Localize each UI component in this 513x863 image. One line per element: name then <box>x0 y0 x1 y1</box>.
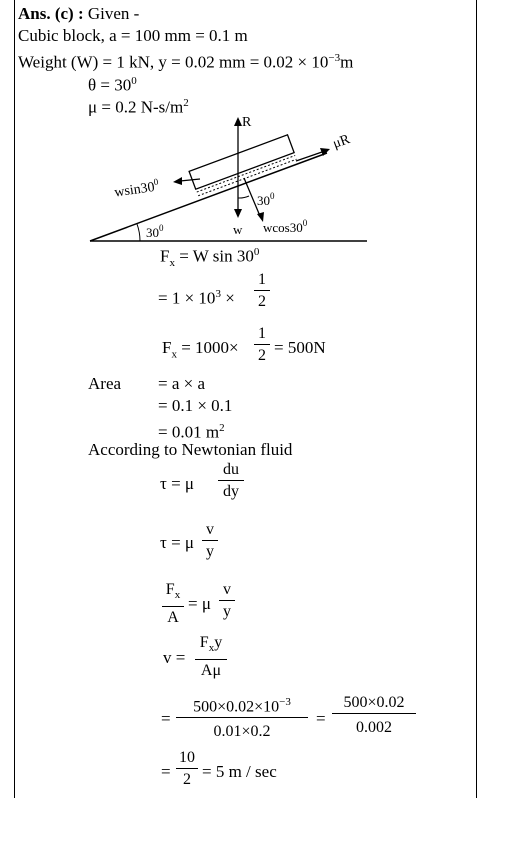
weight-unit: m <box>340 52 354 72</box>
weight-force-arrowhead <box>234 209 242 218</box>
du-dy-fraction <box>218 460 244 501</box>
theta-line <box>88 71 137 96</box>
step1-text <box>158 284 235 309</box>
step2-fraction <box>254 324 270 365</box>
normal-force-arrowhead <box>234 117 242 126</box>
big-fraction-1 <box>176 693 308 741</box>
inclined-plane-diagram <box>0 112 513 262</box>
big-num-2: 500×0.02 <box>343 694 405 711</box>
eq-mu: = μ <box>188 594 211 613</box>
newtonian-heading: According to Newtonian fluid <box>88 440 293 459</box>
area-line-3 <box>158 418 225 443</box>
step1-frac-den: 2 <box>258 293 266 310</box>
weight-exponent: −3 <box>328 52 341 64</box>
fxy-amu-fraction <box>195 633 227 680</box>
a-den: A <box>167 609 179 627</box>
big-eq-1: = <box>161 709 171 728</box>
v-y-fraction-2 <box>219 580 235 621</box>
fx-a-fraction <box>162 580 184 627</box>
label-muR: μR <box>331 132 352 152</box>
step2-frac-num: 1 <box>258 325 266 342</box>
weight-line <box>18 48 353 73</box>
area3-text: = 0.01 m <box>158 422 220 442</box>
label-wsin30: $wsin30^0$ <box>113 176 159 201</box>
label-w: w <box>233 222 243 237</box>
v-y-bar <box>202 540 218 541</box>
two-den: 2 <box>183 771 191 788</box>
fx-a-num: $F_x$ <box>165 581 181 602</box>
tau-eq-1: τ = μ <box>160 474 195 493</box>
theta-text: θ = 30 <box>88 75 132 95</box>
big-num-1: $500\times 0.02\times 10^{-3}$ <box>193 696 291 716</box>
big-eq-2: = <box>316 709 326 728</box>
fx-degree: 0 <box>253 246 260 258</box>
fxy-amu-bar <box>195 659 227 660</box>
v-num: v <box>206 521 214 538</box>
step2-frac-den: 2 <box>258 347 266 364</box>
tau-eq-2: τ = μ <box>160 533 195 552</box>
step2-result: = 500N <box>274 338 326 357</box>
du-dy-bar <box>218 480 244 481</box>
v-num-2: v <box>223 581 231 598</box>
fx-eq-text: = W sin 30 <box>179 246 254 266</box>
big-bar-2 <box>332 713 416 714</box>
step1-frac-num: 1 <box>258 271 266 288</box>
step2-left <box>162 338 239 364</box>
fxy-num: $F_xy$ <box>199 634 223 655</box>
theta-degree: 0 <box>131 75 137 87</box>
y-den-2: y <box>223 603 231 620</box>
amu-den: Aμ <box>200 662 222 680</box>
v-y-bar-2 <box>219 600 235 601</box>
big-den-2: 0.002 <box>356 719 392 736</box>
final-result: = 5 m / sec <box>202 762 277 781</box>
block <box>189 135 294 189</box>
step2-a: = 1000× <box>181 338 239 357</box>
answer-heading: Ans. (c) : <box>18 4 84 23</box>
area-label: Area <box>88 374 122 393</box>
fx-symbol: F <box>160 246 170 266</box>
label-R: R <box>242 115 252 130</box>
v-y-fraction <box>202 520 218 561</box>
step1-frac-bar <box>254 290 270 291</box>
answer-heading-line <box>18 4 139 24</box>
step1-a: = 1 × 10 <box>158 288 216 308</box>
area-line-1: = a × a <box>158 374 206 393</box>
fx-subscript: x <box>169 257 175 270</box>
fx-a-bar <box>162 606 184 607</box>
mu-exponent: 2 <box>183 97 189 109</box>
big-den-1: 0.01×0.2 <box>213 723 271 741</box>
step1-exp: 3 <box>215 288 221 300</box>
force-angle-arc <box>238 196 249 198</box>
incline-angle-arc <box>137 224 140 241</box>
weight-text: Weight (W) = 1 kN, y = 0.02 mm = 0.02 × 10 <box>18 52 329 72</box>
v-eq: v = <box>163 648 186 667</box>
ten-num: 10 <box>179 749 195 766</box>
step2-fx-symbol: F <box>162 338 172 357</box>
fx-equation <box>160 242 259 273</box>
label-angle-top: $30^0$ <box>257 191 275 208</box>
step1-fraction <box>254 270 270 311</box>
y-den: y <box>206 543 214 560</box>
answer-given: Given - <box>87 4 140 23</box>
label-wcos30: $wcos30^0$ <box>263 218 308 235</box>
big-fraction-2 <box>332 693 416 737</box>
area3-exp: 2 <box>219 422 225 434</box>
ten-two-bar <box>176 768 198 769</box>
cubic-block-line: Cubic block, a = 100 mm = 0.1 m <box>18 26 248 45</box>
final-eq: = <box>161 762 171 781</box>
mu-text: μ = 0.2 N-s/m <box>88 97 184 117</box>
du-num: du <box>223 461 239 478</box>
step1-times: × <box>225 288 235 308</box>
step2-fx-subscript: x <box>171 348 177 361</box>
dy-den: dy <box>223 483 239 500</box>
big-bar-1 <box>176 717 308 718</box>
label-angle-bottom: $30^0$ <box>146 223 164 240</box>
ten-two-fraction <box>176 748 198 789</box>
wsin-force-arrowhead <box>173 177 182 185</box>
area-line-2: = 0.1 × 0.1 <box>158 396 233 415</box>
step2-frac-bar <box>254 344 270 345</box>
